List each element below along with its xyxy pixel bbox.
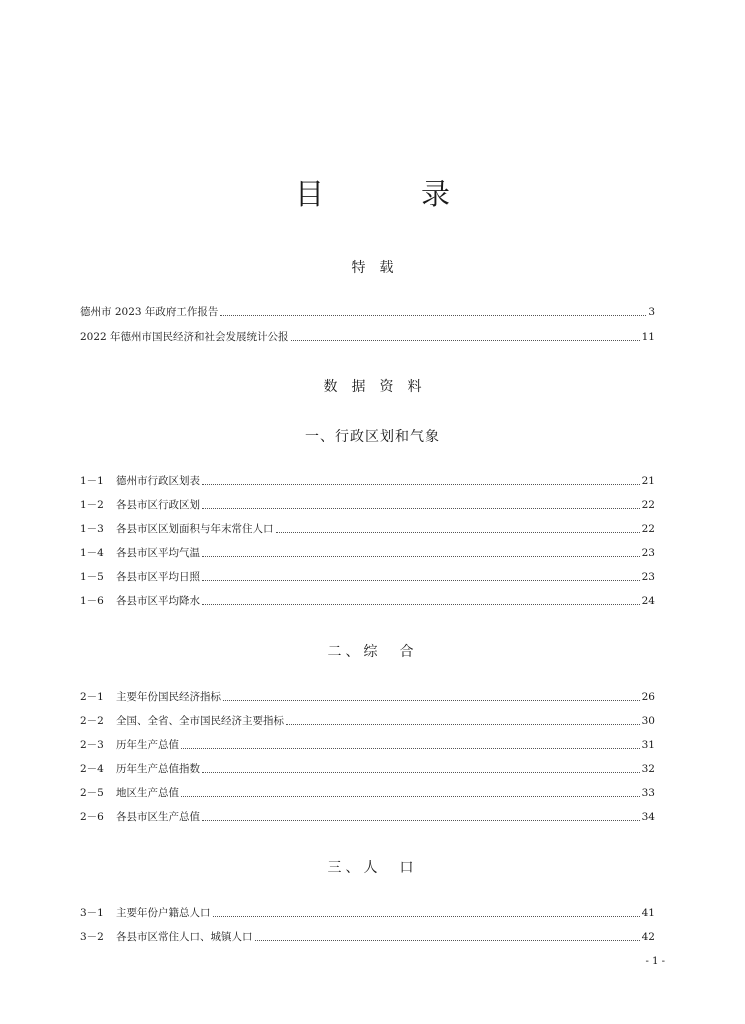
toc-entry-page: 22	[641, 523, 655, 535]
dot-leader	[202, 580, 640, 581]
toc-entry[interactable]	[80, 929, 655, 945]
toc-entry-label: 德州市行政区划表	[116, 475, 200, 487]
special-heading: 特载	[351, 260, 408, 276]
toc-entry-number: 2－1	[80, 691, 104, 703]
toc-entry-label: 德州市 2023 年政府工作报告	[80, 306, 219, 318]
dot-leader	[202, 820, 640, 821]
toc-entry[interactable]	[80, 809, 655, 825]
toc-entry-number: 2－2	[80, 715, 104, 727]
toc-entry-label: 地区生产总值	[116, 787, 179, 799]
toc-entry-number: 2－5	[80, 787, 104, 799]
page-title: 目 录	[294, 177, 484, 211]
toc-entry-label: 历年生产总值	[116, 739, 179, 751]
toc-entry-page: 23	[641, 571, 655, 583]
toc-entry-number: 1－5	[80, 571, 104, 583]
toc-entry-page: 34	[641, 811, 655, 823]
toc-entry-label: 主要年份国民经济指标	[116, 691, 221, 703]
dot-leader	[181, 796, 640, 797]
page-number-footer: - 1 -	[645, 956, 665, 967]
toc-entry[interactable]	[80, 329, 655, 345]
section-heading: 二、综 合	[327, 644, 418, 660]
toc-entry-page: 41	[641, 907, 655, 919]
toc-entry-page: 24	[641, 595, 655, 607]
toc-entry-number: 3－2	[80, 931, 104, 943]
dot-leader	[220, 315, 646, 316]
toc-entry-number: 1－4	[80, 547, 104, 559]
toc-entry[interactable]	[80, 761, 655, 777]
toc-entry-number: 1－3	[80, 523, 104, 535]
toc-entry-number: 3－1	[80, 907, 104, 919]
toc-entry-page: 33	[641, 787, 655, 799]
dot-leader	[202, 484, 640, 485]
toc-entry-page: 11	[641, 331, 655, 343]
toc-entry[interactable]	[80, 737, 655, 753]
toc-entry[interactable]	[80, 905, 655, 921]
dot-leader	[291, 340, 640, 341]
toc-entry-label: 各县市区生产总值	[116, 811, 200, 823]
toc-entry-page: 22	[641, 499, 655, 511]
section-heading: 一、行政区划和气象	[305, 429, 440, 445]
toc-entry-number: 1－1	[80, 475, 104, 487]
toc-entry-label: 各县市区平均气温	[116, 547, 200, 559]
dot-leader	[213, 916, 640, 917]
section-heading: 三、人 口	[327, 860, 418, 876]
dot-leader	[202, 772, 640, 773]
toc-entry-number: 2－6	[80, 811, 104, 823]
toc-entry-label: 各县市区平均降水	[116, 595, 200, 607]
dot-leader	[276, 532, 640, 533]
dot-leader	[286, 724, 640, 725]
dot-leader	[202, 604, 640, 605]
toc-entry-page: 42	[641, 931, 655, 943]
toc-entry-label: 各县市区区划面积与年末常住人口	[116, 523, 274, 535]
toc-entry-number: 2－3	[80, 739, 104, 751]
toc-entry[interactable]	[80, 785, 655, 801]
toc-entry[interactable]	[80, 593, 655, 609]
toc-entry-label: 历年生产总值指数	[116, 763, 200, 775]
toc-entry-label: 2022 年德州市国民经济和社会发展统计公报	[80, 331, 289, 343]
toc-entry-number: 1－2	[80, 499, 104, 511]
toc-entry-page: 31	[641, 739, 655, 751]
data-heading: 数据资料	[323, 379, 436, 395]
toc-entry-label: 全国、全省、全市国民经济主要指标	[116, 715, 284, 727]
toc-entry-label: 各县市区常住人口、城镇人口	[116, 931, 253, 943]
toc-entry[interactable]	[80, 521, 655, 537]
toc-entry[interactable]	[80, 473, 655, 489]
toc-entry[interactable]	[80, 545, 655, 561]
toc-entry[interactable]	[80, 497, 655, 513]
toc-entry-number: 1－6	[80, 595, 104, 607]
toc-entry-label: 各县市区行政区划	[116, 499, 200, 511]
toc-entry-page: 32	[641, 763, 655, 775]
toc-entry-page: 30	[641, 715, 655, 727]
toc-entry-page: 21	[641, 475, 655, 487]
toc-entry-label: 各县市区平均日照	[116, 571, 200, 583]
toc-entry[interactable]	[80, 569, 655, 585]
dot-leader	[223, 700, 640, 701]
toc-entry-page: 26	[641, 691, 655, 703]
toc-entry-page: 23	[641, 547, 655, 559]
toc-entry-label: 主要年份户籍总人口	[116, 907, 211, 919]
dot-leader	[202, 556, 640, 557]
toc-entry[interactable]	[80, 304, 655, 320]
toc-entry[interactable]	[80, 689, 655, 705]
toc-entry[interactable]	[80, 713, 655, 729]
dot-leader	[181, 748, 640, 749]
dot-leader	[202, 508, 640, 509]
dot-leader	[255, 940, 640, 941]
toc-entry-number: 2－4	[80, 763, 104, 775]
toc-entry-page: 3	[648, 306, 655, 318]
